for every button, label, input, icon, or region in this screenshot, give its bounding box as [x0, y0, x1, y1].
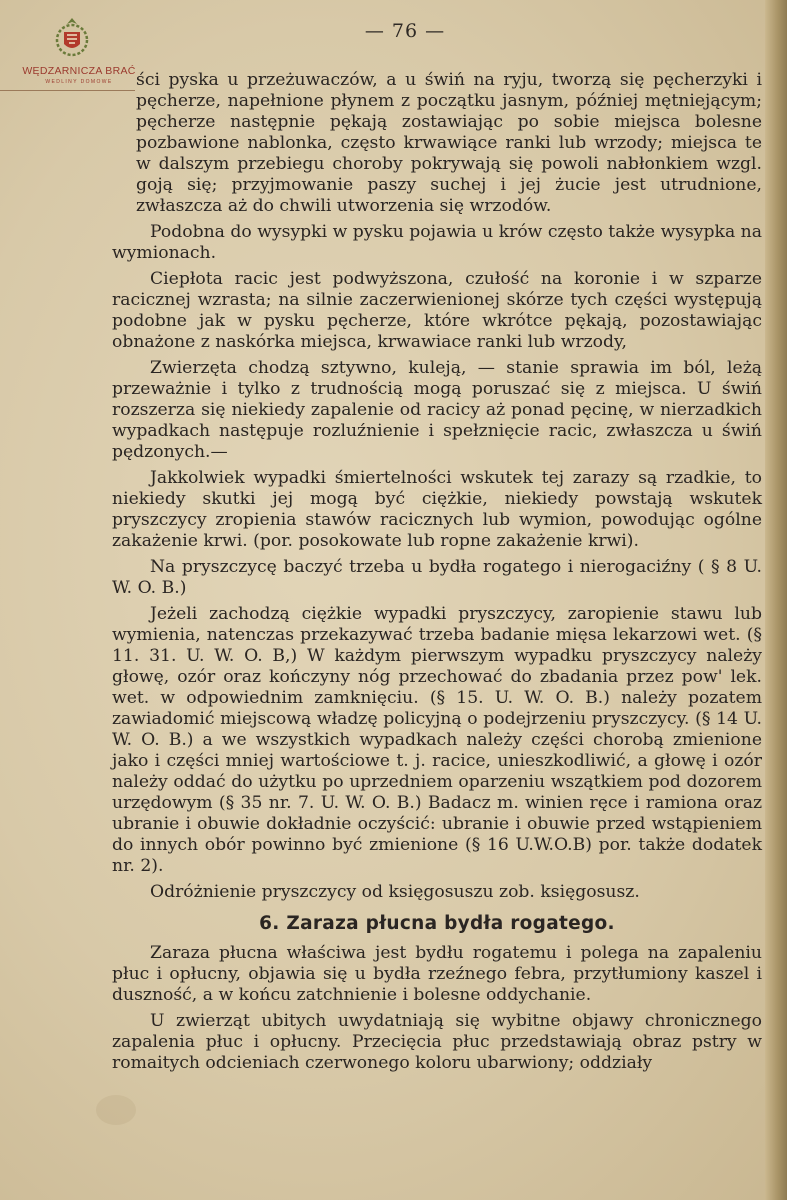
page-number: — 76 —	[364, 20, 446, 42]
book-binding-edge	[765, 0, 787, 1200]
section-heading: 6. Zaraza płucna bydła rogatego.	[259, 913, 615, 934]
page-body	[112, 70, 762, 1079]
paper-stain	[96, 1095, 136, 1125]
paragraph: Ciepłota racic jest podwyższona, czułość na koronie i w szparze racicznej wzrasta; na silnie zaczerwienionej skórze tych części występują podobne jak w pysku pęcherze, które wkrótce pękają, pozostawiając obnażone z naskórka miejsca, krwawiace ranki lub wrzody,	[112, 269, 762, 352]
paragraph: Odróżnienie pryszczycy od księgosuszu zob. księgosusz.	[150, 882, 640, 902]
paragraph: Podobna do wysypki w pysku pojawia u krów często także wysypka na wymionach.	[112, 222, 762, 263]
brand-logo-icon	[52, 16, 92, 60]
paragraph: Zaraza płucna właściwa jest bydłu rogatemu i polega na zapaleniu płuc i opłucny, objawia się u bydła rzeźnego febra, przytłumiony kaszel i duszność, a w końcu zatchnienie i bolesne oddychanie.	[112, 943, 762, 1005]
paragraph: Jeżeli zachodzą ciężkie wypadki pryszczycy, zaropienie stawu lub wymienia, natenczas przekazywać trzeba badanie mięsa lekarzowi wet. (§ 11. 31. U. W. O. B,) W każdym pierwszym wypadku pryszczycy należy głowę, ozór oraz kończyny nóg przechować do zbadania przez pow' lek. wet. w odpowiednim zamknięciu. (§ 15. U. W. O. B.) należy pozatem zawiadomić miejscową władzę policyjną o podejrzeniu pryszczycy. (§ 14 U. W. O. B.) a we wszystkich wypadkach należy części chorobą zmienione jako i części mniej wartościowe t. j. racice, unieszkodliwić, a głowę i ozór należy oddać do użytku po uprzedniem oparzeniu wszątkiem pod dozorem urzędowym (§ 35 nr. 7. U. W. O. B.) Badacz m. winien ręce i ramiona oraz ubranie i obuwie dokładnie oczyścić: ubranie i obuwie przed wstąpieniem do innych obór powinno być zmienione (§ 16 U.W.O.B) por. także dodatek nr. 2).	[112, 604, 762, 876]
paragraph: Zwierzęta chodzą sztywno, kuleją, — stanie sprawia im ból, leżą przeważnie i tylko z trudnością mogą poruszać się z miejsca. U świń rozszerza się niekiedy zapalenie od racicy aż ponad pęcinę, w nierzadkich wypadkach następuje rozluźnienie i spełznięcie racic, zwłaszcza u świń pędzonych.—	[112, 358, 762, 462]
brand-name: WĘDZARNICZA BRAĆ	[22, 65, 136, 77]
paragraph: Na pryszczycę baczyć trzeba u bydła rogatego i nierogaciźny ( § 8 U. W. O. B.)	[112, 557, 762, 598]
paragraph: ści pyska u przeżuwaczów, a u świń na ryju, tworzą się pęcherzyki i pęcherze, napełnione płynem z początku jasnym, później mętniejącym; pęcherze następnie pękają zostawiając po sobie miejsca bolesne pozbawione nablonka, często krwawiące ranki lub wrzody; miejsca te w dalszym przebiegu choroby pokrywają się powoli nabłonkiem wzgl. goją się; przyjmowanie paszy suchej i jej żucie jest utrudnione, zwłaszcza aż do chwili utworzenia się wrzodów.	[136, 70, 762, 216]
paragraph: Jakkolwiek wypadki śmiertelności wskutek tej zarazy są rzadkie, to niekiedy skutki jej mogą być ciężkie, niekiedy powstają wskutek pryszczycy zropienia stawów racicznych lub wymion, powodując ogólne zakażenie krwi. (por. posokowate lub ropne zakażenie krwi).	[112, 468, 762, 551]
paragraph: U zwierząt ubitych uwydatniają się wybitne objawy chronicznego zapalenia płuc i opłucny. Przecięcia płuc przedstawiają obraz pstry w romaitych odcieniach czerwonego koloru ubarwiony; oddziały	[112, 1011, 762, 1073]
brand-tagline: WEDLINY DOMOWE	[45, 79, 113, 85]
